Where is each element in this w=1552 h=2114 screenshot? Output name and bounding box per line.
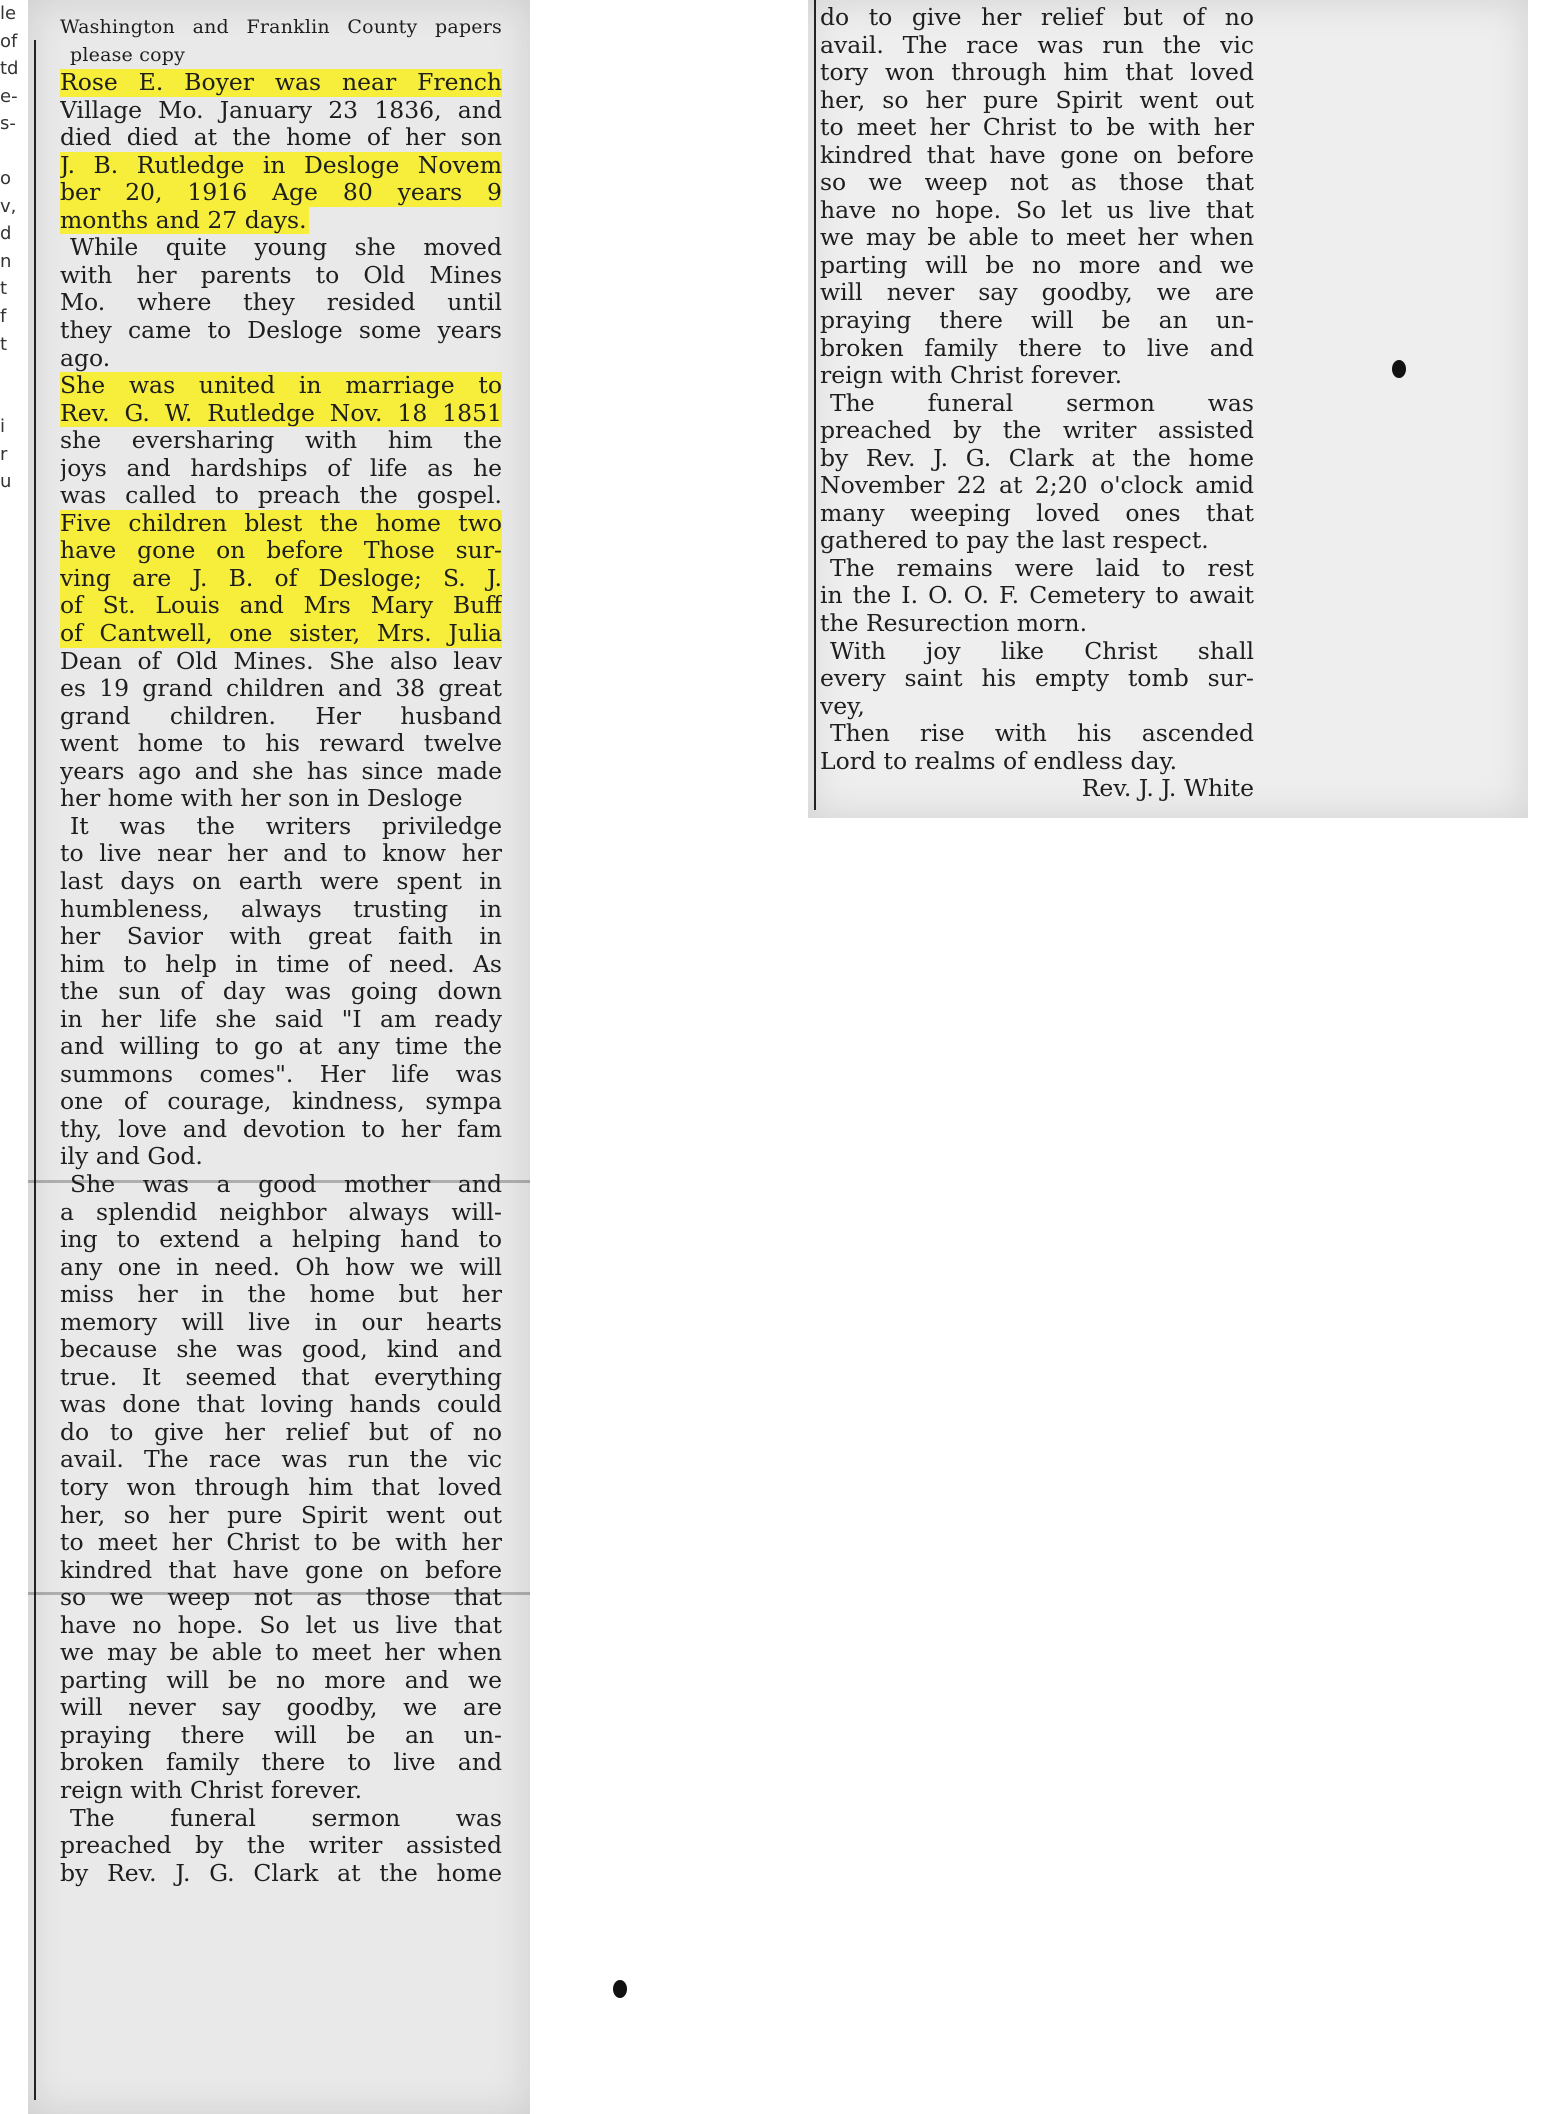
text-line [60,1391,502,1419]
text-line [60,785,502,813]
line-text: to meet her Christ to be with her [60,1529,502,1557]
line-text: With joy like Christ shall [830,637,1254,665]
text-line [60,289,502,317]
margin-fragment: t [0,333,8,355]
text-line [60,1584,502,1612]
highlighted-text: Rev. G. W. Rutledge Nov. 18 1851 [60,399,502,427]
line-text: November 22 at 2;20 o'clock amid [820,472,1254,500]
text-line [60,1364,502,1392]
text-line [820,335,1254,363]
line-text: she eversharing with him the [60,427,502,455]
text-line [820,445,1254,473]
margin-fragment: t [0,278,8,300]
line-text: have no hope. So let us live that [820,196,1254,224]
line-text: because she was good, kind and [60,1336,502,1364]
text-line [820,582,1254,610]
text-line [60,372,502,400]
line-text: praying there will be an un- [60,1721,502,1749]
text-line [60,896,502,924]
text-line [60,951,502,979]
line-text: was done that loving hands could [60,1391,502,1419]
text-line [60,592,502,620]
line-text: While quite young she moved [70,234,502,262]
line-text: to meet her Christ to be with her [820,114,1254,142]
line-text: Dean of Old Mines. She also leav [60,647,502,675]
text-line [60,1088,502,1116]
text-line [60,1199,502,1227]
line-text: avail. The race was run the vic [60,1446,502,1474]
line-text: reign with Christ forever. [820,362,1123,390]
margin-fragment [0,138,28,166]
line-text: Village Mo. January 23 1836, and [60,96,502,124]
text-line [60,14,502,42]
line-text: preached by the writer assisted [820,417,1254,445]
text-line [60,400,502,428]
text-line [60,537,502,565]
line-text: and willing to go at any time the [60,1033,502,1061]
line-text: tory won through him that loved [820,59,1254,87]
line-text: with her parents to Old Mines [60,261,502,289]
text-line [60,42,502,70]
text-line [60,1749,502,1777]
margin-fragment: e- [0,85,18,107]
text-line [820,87,1254,115]
line-text: will never say goodby, we are [60,1694,502,1722]
text-line [60,1061,502,1089]
text-line [60,1502,502,1530]
text-line [60,152,502,180]
ink-speck [613,1980,627,1998]
text-line [60,262,502,290]
line-text: Washington and Franklin County papers [60,16,502,38]
line-text: ing to extend a helping hand to [60,1226,502,1254]
margin-fragment: u [0,471,12,493]
line-text: they came to Desloge some years [60,317,502,345]
margin-fragment: r [0,443,8,465]
highlighted-text: Rose E. Boyer was near French [60,69,502,97]
margin-fragment: d [0,223,12,245]
line-text: parting will be no more and we [820,251,1254,279]
text-line [820,197,1254,225]
line-text: was called to preach the gospel. [60,482,502,510]
line-text: last days on earth were spent in [60,867,502,895]
line-text: miss her in the home but her [60,1281,502,1309]
text-line [820,638,1254,666]
text-line [820,59,1254,87]
text-line [60,1474,502,1502]
text-line [60,1832,502,1860]
line-text: Rev. J. J. White [1081,775,1254,803]
text-line [60,1557,502,1585]
margin-fragment: td [0,58,19,80]
text-line [820,307,1254,335]
text-line [60,620,502,648]
text-line [60,69,502,97]
text-line [820,32,1254,60]
line-text: humbleness, always trusting in [60,895,502,923]
line-text: her home with her son in Desloge [60,785,463,813]
text-line [60,730,502,758]
text-line [60,1612,502,1640]
line-text: kindred that have gone on before [820,141,1254,169]
line-text: do to give her relief but of no [60,1418,502,1446]
line-text: The funeral sermon was [830,389,1254,417]
line-text: Mo. where they resided until [60,289,502,317]
line-text: to live near her and to know her [60,840,502,868]
text-line [60,978,502,1006]
obituary-column-left [60,14,502,1887]
text-line [60,1336,502,1364]
line-text: we may be able to meet her when [820,224,1254,252]
line-text: thy, love and devotion to her fam [60,1115,502,1143]
text-line [820,665,1254,693]
text-line [60,1694,502,1722]
line-text: by Rev. J. G. Clark at the home [820,444,1254,472]
text-line [60,1777,502,1805]
line-text: es 19 grand children and 38 great [60,675,502,703]
line-text: summons comes". Her life was [60,1060,502,1088]
text-line [820,4,1254,32]
line-text: broken family there to live and [60,1749,502,1777]
text-line [60,1226,502,1254]
text-line [820,390,1254,418]
line-text: vey, [820,692,865,720]
line-text: went home to his reward twelve [60,730,502,758]
text-line [60,234,502,262]
highlighted-text: ber 20, 1916 Age 80 years 9 [60,179,502,207]
text-line [60,1446,502,1474]
text-line [820,610,1254,638]
line-text: in the I. O. O. F. Cemetery to await [820,582,1254,610]
line-text: true. It seemed that everything [60,1363,502,1391]
margin-fragment: v, [0,195,17,217]
text-line [60,1281,502,1309]
line-text: grand children. Her husband [60,702,502,730]
ink-speck [1392,360,1406,378]
line-text: her, so her pure Spirit went out [60,1501,502,1529]
text-line [60,840,502,868]
line-text: ily and God. [60,1143,203,1171]
text-line [60,868,502,896]
line-text: one of courage, kindness, sympa [60,1088,502,1116]
line-text: Lord to realms of endless day. [820,747,1178,775]
line-text: She was a good mother and [70,1170,502,1198]
text-line [820,472,1254,500]
highlighted-text: J. B. Rutledge in Desloge Novem [60,151,502,179]
highlighted-text: She was united in marriage to [60,372,502,400]
text-line [60,813,502,841]
text-line [820,169,1254,197]
highlighted-text: have gone on before Those sur- [60,537,502,565]
text-line [820,527,1254,555]
highlighted-text: of St. Louis and Mrs Mary Buff [60,592,502,620]
text-line [60,179,502,207]
line-text: will never say goodby, we are [820,279,1254,307]
highlighted-text: ving are J. B. of Desloge; S. J. [60,564,502,592]
line-text: by Rev. J. G. Clark at the home [60,1859,502,1887]
line-text: died died at the home of her son [60,124,502,152]
text-line [820,279,1254,307]
line-text: please copy [70,43,186,66]
text-line [60,675,502,703]
text-line [60,1529,502,1557]
line-text: memory will live in our hearts [60,1308,502,1336]
line-text: we may be able to meet her when [60,1639,502,1667]
line-text: her Savior with great faith in [60,923,502,951]
line-text: The funeral sermon was [70,1804,502,1832]
margin-fragment: n [0,250,12,272]
margin-fragment: le [0,3,17,24]
line-text: the sun of day was going down [60,978,502,1006]
text-line [60,703,502,731]
text-line [60,207,502,235]
margin-fragment: i [0,416,6,438]
column-rule-right [814,0,816,810]
line-text: praying there will be an un- [820,307,1254,335]
line-text: many weeping loved ones that [820,499,1254,527]
margin-fragment [0,386,28,414]
line-text: any one in need. Oh how we will [60,1253,502,1281]
text-line [60,1805,502,1833]
line-text: every saint his empty tomb sur- [820,665,1254,693]
margin-fragment: of [0,30,18,52]
text-line [60,1033,502,1061]
margin-fragments [0,0,28,496]
line-text: in her life she said "I am ready [60,1005,502,1033]
text-line [820,224,1254,252]
highlighted-text: Five children blest the home two [60,509,502,537]
text-line [60,648,502,676]
text-line [60,1254,502,1282]
text-line [820,417,1254,445]
line-text: broken family there to live and [820,334,1254,362]
margin-fragment: o [0,168,12,190]
text-line [60,1667,502,1695]
line-text: avail. The race was run the vic [820,31,1254,59]
line-text: him to help in time of need. As [60,950,502,978]
text-line [820,555,1254,583]
line-text: do to give her relief but of no [820,4,1254,31]
text-line [60,124,502,152]
text-line [60,455,502,483]
line-text: tory won through him that loved [60,1473,502,1501]
text-line [60,923,502,951]
line-text: joys and hardships of life as he [60,454,502,482]
line-text: It was the writers priviledge [70,812,502,840]
text-line [60,1419,502,1447]
text-line [60,1171,502,1199]
text-line [820,362,1254,390]
line-text: a splendid neighbor always will- [60,1198,502,1226]
column-rule-left [34,40,36,2100]
text-line [820,693,1254,721]
text-line [60,1116,502,1144]
line-text: The remains were laid to rest [830,554,1254,582]
text-line [60,427,502,455]
line-text: so we weep not as those that [820,169,1254,197]
text-line [60,482,502,510]
text-line [60,758,502,786]
text-line [60,97,502,125]
line-text: reign with Christ forever. [60,1777,363,1804]
line-text: years ago and she has since made [60,757,502,785]
margin-fragment: f [0,306,7,328]
highlighted-text: of Cantwell, one sister, Mrs. Julia [60,620,502,648]
line-text: Then rise with his ascended [830,720,1254,748]
text-line [820,748,1254,776]
margin-fragment [0,358,28,386]
line-text: preached by the writer assisted [60,1832,502,1860]
obituary-column-right [820,4,1254,803]
margin-fragment: s- [0,113,16,135]
line-text: have no hope. So let us live that [60,1611,502,1639]
line-text: parting will be no more and we [60,1666,502,1694]
text-line [820,500,1254,528]
text-line [60,1006,502,1034]
text-line [820,142,1254,170]
line-text: her, so her pure Spirit went out [820,86,1254,114]
line-text: kindred that have gone on before [60,1556,502,1584]
highlighted-text: months and 27 days. [60,206,307,234]
line-text: so we weep not as those that [60,1584,502,1612]
text-line [820,775,1254,803]
text-line [60,510,502,538]
line-text: gathered to pay the last respect. [820,527,1209,555]
text-line [60,1309,502,1337]
text-line [60,1860,502,1888]
text-line [60,1722,502,1750]
text-line [60,1639,502,1667]
line-text: ago. [60,344,111,372]
text-line [60,565,502,593]
text-line [60,345,502,373]
text-line [60,317,502,345]
text-line [820,114,1254,142]
line-text: the Resurection morn. [820,610,1088,638]
text-line [60,1143,502,1171]
text-line [820,252,1254,280]
text-line [820,720,1254,748]
